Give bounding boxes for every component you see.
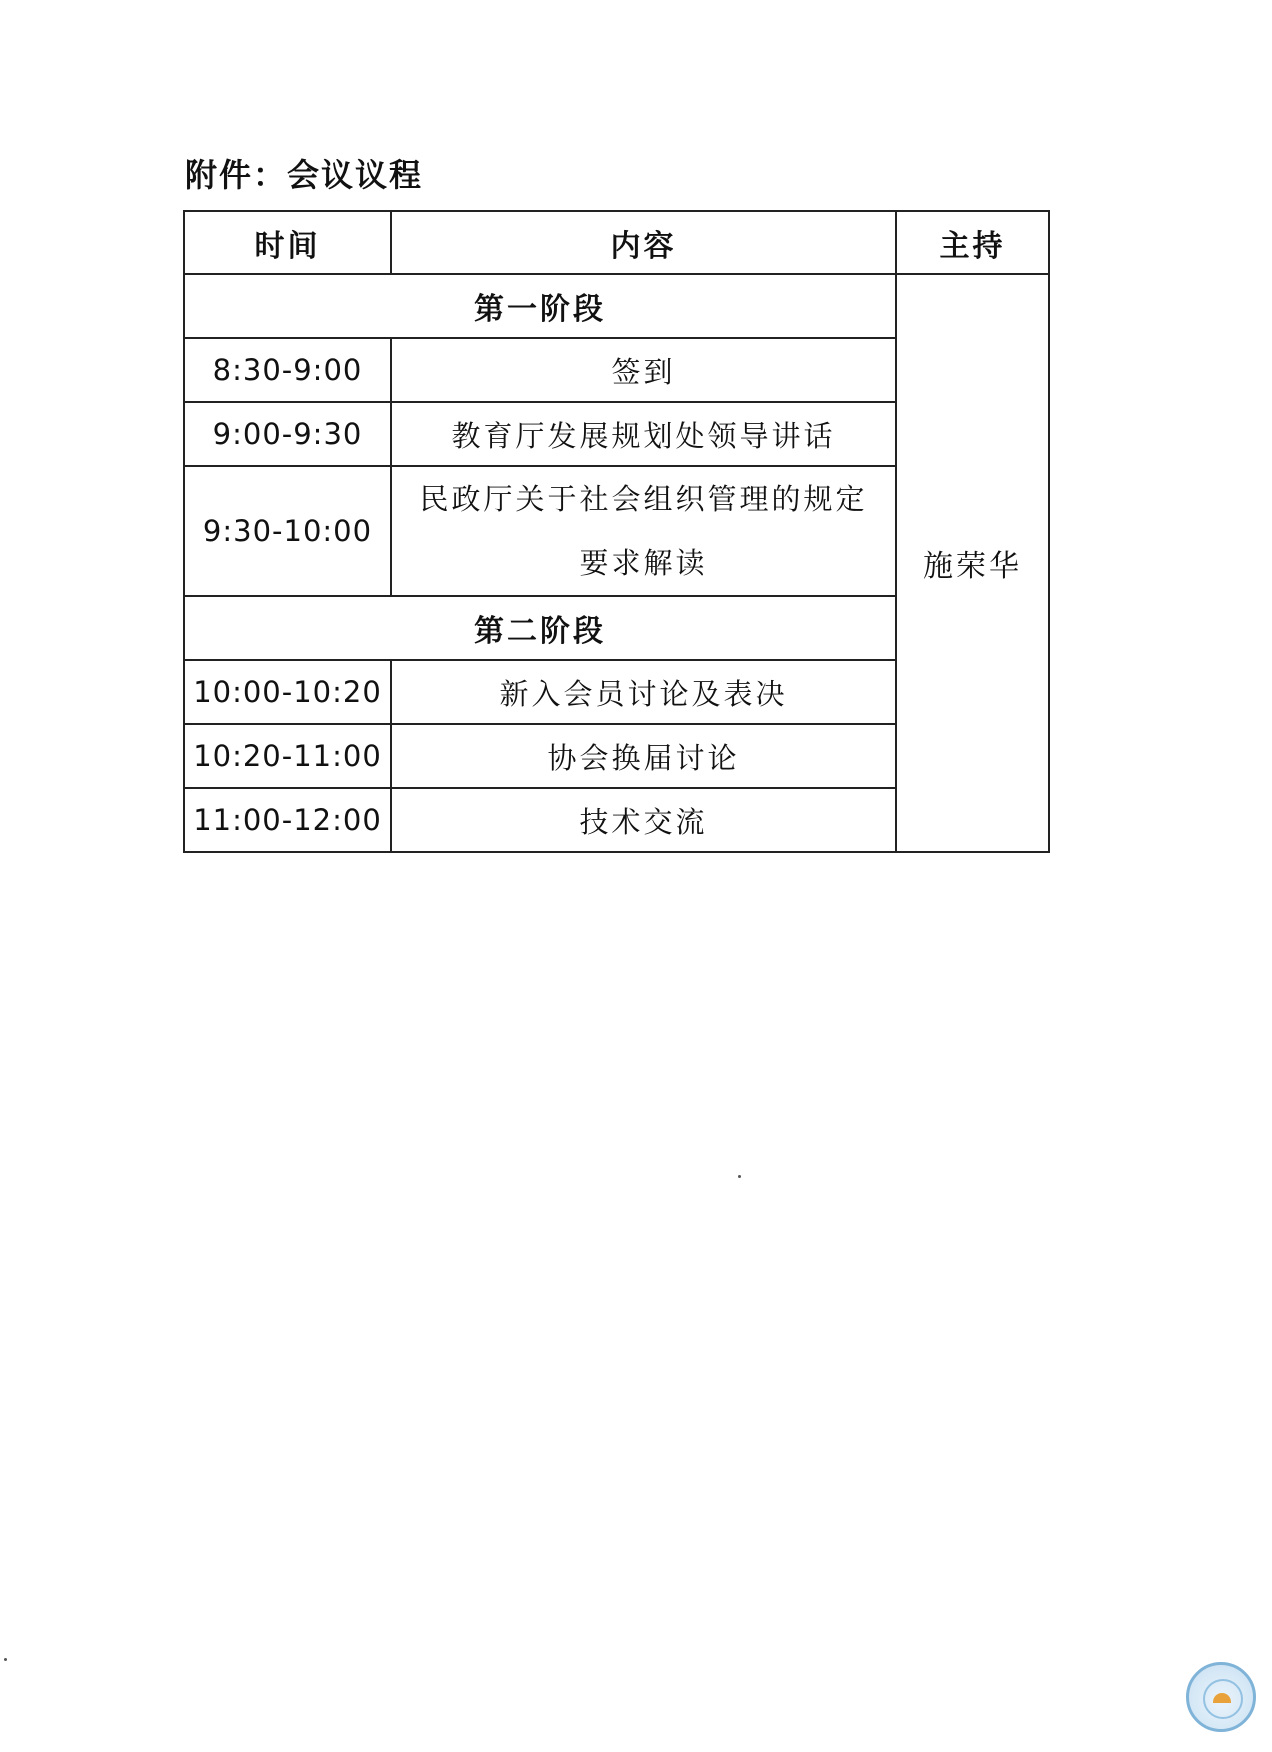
scan-speck [4, 1658, 7, 1661]
header-host: 主持 [896, 211, 1049, 274]
stage-label: 第二阶段 [184, 596, 896, 660]
host-name: 施荣华 [896, 274, 1049, 852]
header-time: 时间 [184, 211, 391, 274]
time-cell: 8:30-9:00 [184, 338, 391, 402]
time-cell: 9:00-9:30 [184, 402, 391, 466]
table-header-row [184, 211, 1049, 274]
content-cell: 技术交流 [391, 788, 896, 852]
content-cell: 教育厅发展规划处领导讲话 [391, 402, 896, 466]
page-title: 附件：会议议程 [185, 156, 424, 194]
time-cell: 11:00-12:00 [184, 788, 391, 852]
stage-row [184, 274, 1049, 338]
seal-logo-icon [1186, 1662, 1256, 1732]
time-cell: 10:20-11:00 [184, 724, 391, 788]
content-cell: 新入会员讨论及表决 [391, 660, 896, 724]
content-cell: 签到 [391, 338, 896, 402]
content-cell: 协会换届讨论 [391, 724, 896, 788]
stage-label: 第一阶段 [184, 274, 896, 338]
time-cell: 10:00-10:20 [184, 660, 391, 724]
content-cell: 民政厅关于社会组织管理的规定要求解读 [391, 466, 896, 596]
time-cell: 9:30-10:00 [184, 466, 391, 596]
scan-speck [738, 1175, 741, 1178]
agenda-table [183, 210, 1050, 853]
header-content: 内容 [391, 211, 896, 274]
